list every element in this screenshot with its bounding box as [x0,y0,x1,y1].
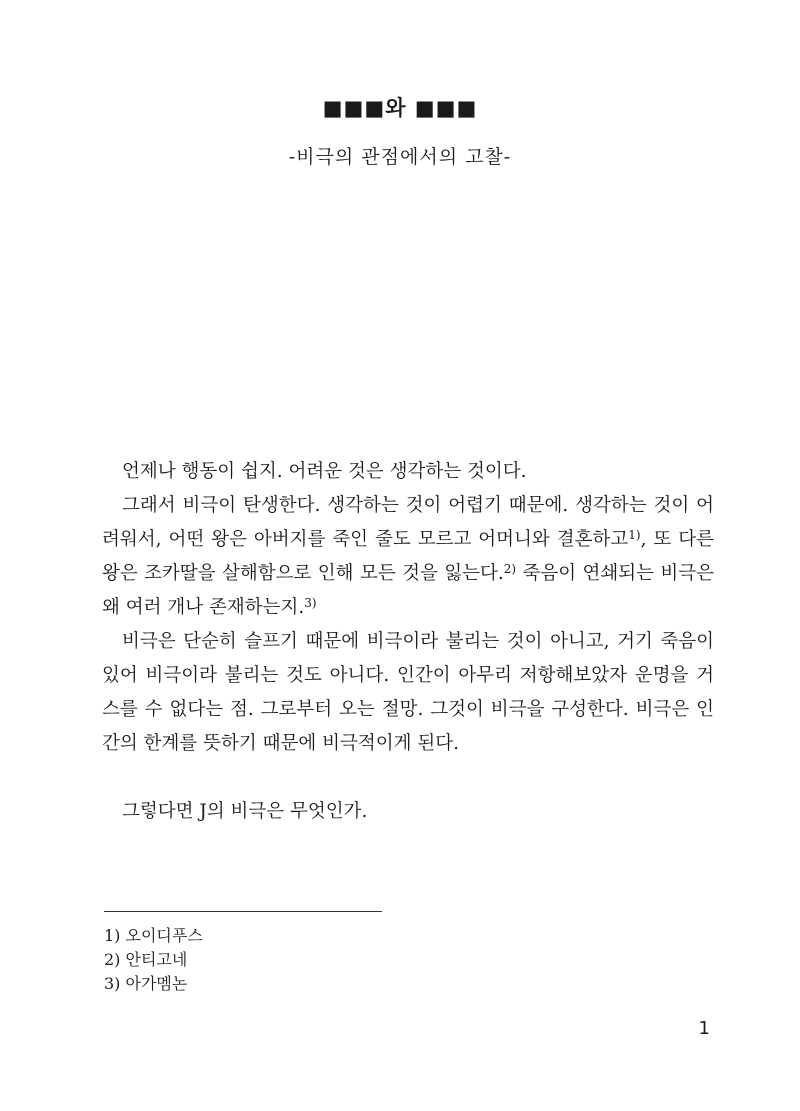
footnote-2: 2) 안티고네 [104,950,188,969]
paragraph-4: 그렇다면 J의 비극은 무엇인가. [122,801,368,822]
footnote-ref-2: 2) [503,562,517,576]
footnote-ref-1: 1) [628,528,641,542]
paragraph-3: 비극은 단순히 슬프기 때문에 비극이라 불리는 것이 아니고, 거기 죽음이 있어 비극이라 불리는 것도 아니다. 인간이 아무리 저항해보았자 운명을 거스를 수 없다는 점. 그로부터 오는 절망. 그것이 비극을 구성한다. 비극은 인간의 한계를 뜻하기 때문에 비극적이게 된다. [102,631,714,754]
body-text [102,455,714,829]
footnote-divider [104,911,382,912]
page-title: ■■■와 ■■■ [322,95,478,120]
footnote-1: 1) 오이디푸스 [104,926,203,945]
footnote-ref-3: 3) [304,596,317,610]
paragraph-1: 언제나 행동이 쉽지. 어려운 것은 생각하는 것이다. [122,461,527,482]
page-number: 1 [698,1018,710,1039]
paragraph-2 [102,489,714,625]
paragraph-gap [102,761,714,795]
footnotes [104,924,203,996]
page-subtitle: -비극의 관점에서의 고찰- [288,146,512,168]
paragraph-2-text-a: 그래서 비극이 탄생한다. 생각하는 것이 어렵기 때문에. 생각하는 것이 어려워서, 어떤 왕은 아버지를 죽인 줄도 모르고 어머니와 결혼하고 [102,495,714,550]
footnote-3: 3) 아가멤논 [104,974,188,993]
paragraph-2-text-b: , 또 다른 왕은 조카딸을 살해함으로 인해 모든 것을 잃는다. [102,529,714,584]
paragraph-2-text-c: 죽음이 연쇄되는 비극은 왜 여러 개나 존재하는지. [102,563,714,618]
